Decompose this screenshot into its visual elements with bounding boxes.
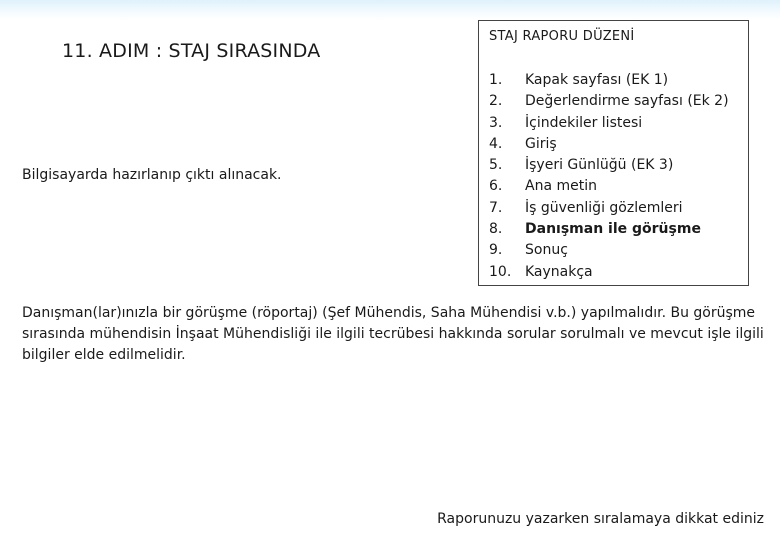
list-item <box>489 240 729 261</box>
list-item <box>489 262 729 283</box>
list-item <box>489 155 729 176</box>
list-item-number: 7. <box>489 199 503 216</box>
list-item <box>489 134 729 155</box>
report-structure-heading: STAJ RAPORU DÜZENİ <box>489 29 635 44</box>
list-item-number: 1. <box>489 72 503 88</box>
list-item <box>489 91 729 112</box>
list-item-label: Sonuç <box>525 242 568 259</box>
list-item-label: Kapak sayfası (EK 1) <box>525 72 669 88</box>
list-item-number: 6. <box>489 178 503 195</box>
list-item-number: 2. <box>489 93 503 110</box>
list-item-number: 3. <box>489 114 503 131</box>
list-item-label: Değerlendirme sayfası (Ek 2) <box>525 93 729 110</box>
list-item-number: 8. <box>489 221 503 238</box>
list-item-number: 5. <box>489 157 503 174</box>
list-item-label: İşyeri Günlüğü (EK 3) <box>525 157 674 174</box>
report-structure-list <box>489 70 729 283</box>
list-item <box>489 113 729 134</box>
top-decorative-band <box>0 0 780 20</box>
list-item-label: Kaynakça <box>525 263 593 280</box>
list-item-number: 9. <box>489 242 503 259</box>
list-item-label: İş güvenliği gözlemleri <box>525 199 683 216</box>
list-item <box>489 176 729 197</box>
list-item-label: İçindekiler listesi <box>525 114 643 131</box>
list-item-number: 4. <box>489 135 503 152</box>
list-item-label: Giriş <box>525 135 557 152</box>
footer-note: Raporunuzu yazarken sıralamaya dikkat ediniz <box>437 511 764 527</box>
list-item-highlighted <box>489 219 729 240</box>
list-item <box>489 70 729 91</box>
list-item-label: Ana metin <box>525 178 597 195</box>
list-item-number: 10. <box>489 263 512 280</box>
report-structure-box <box>478 20 749 286</box>
slide-subtitle: Bilgisayarda hazırlanıp çıktı alınacak. <box>22 167 282 183</box>
interview-instructions-paragraph: Danışman(lar)ınızla bir görüşme (röportaj) (Şef Mühendis, Saha Mühendisi v.b.) yapılmalıdır. Bu görüşme sırasında mühendisin İnşaat Mühendisliği ile ilgili tecrübesi hakkında sorular sorulmalı ve mevcut işle ilgili bilgiler elde edilmelidir. <box>22 305 764 363</box>
list-item-label: Danışman ile görüşme <box>525 221 701 238</box>
list-item <box>489 198 729 219</box>
slide-title: 11. ADIM : STAJ SIRASINDA <box>62 40 321 62</box>
